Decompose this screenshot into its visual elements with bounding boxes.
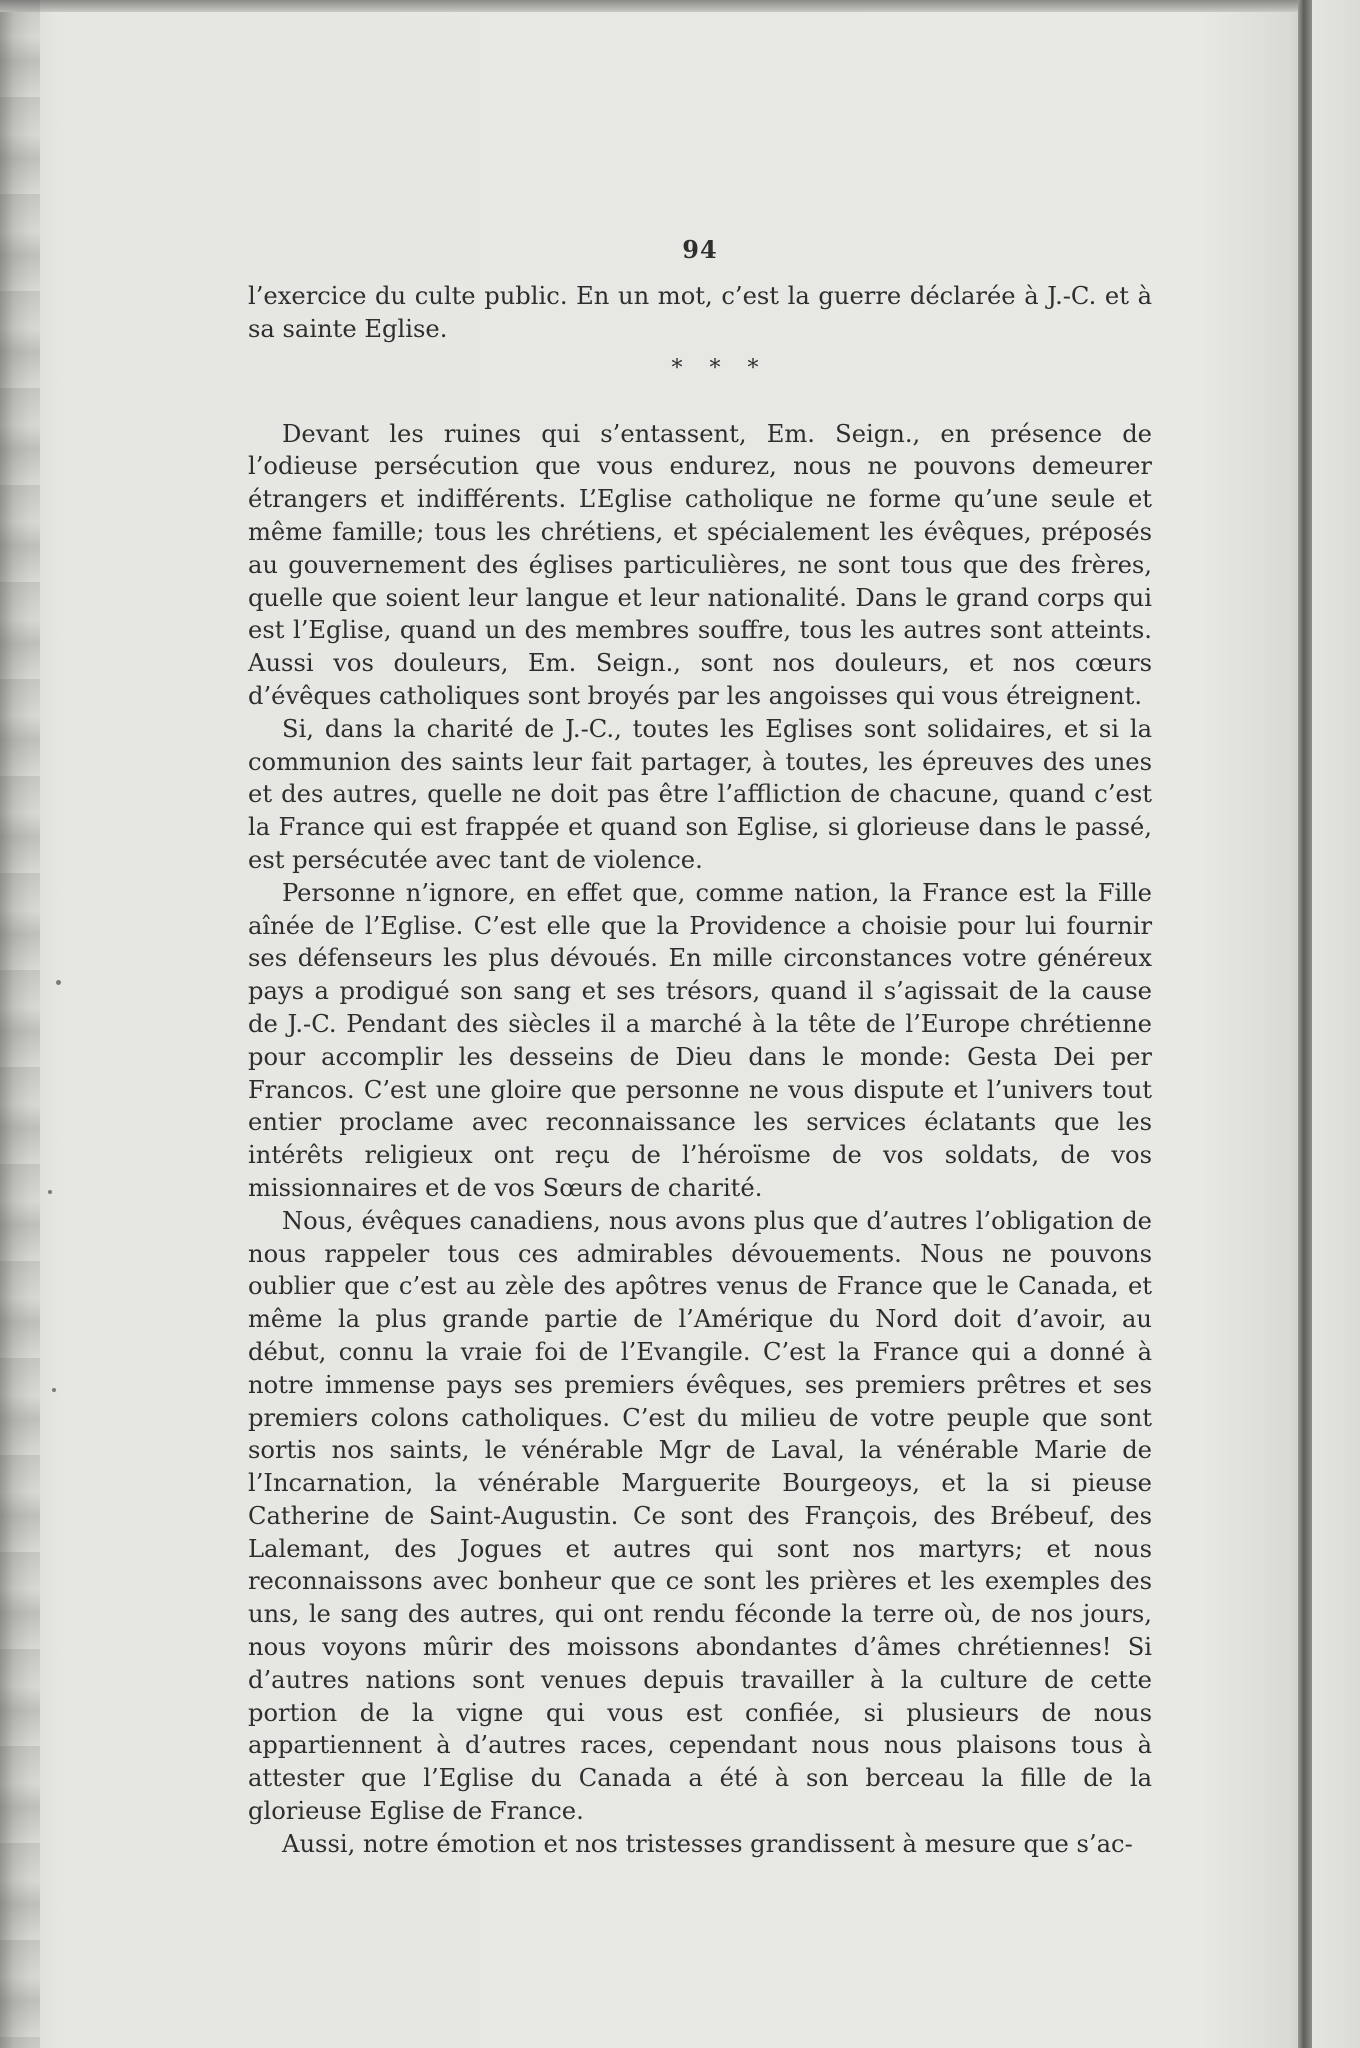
paragraph-continued-next-page: Aussi, notre émotion et nos tristesses grandissent à mesure que s’ac- xyxy=(282,1829,1133,1858)
scan-top-edge xyxy=(0,0,1360,12)
paragraph: Si, dans la charité de J.-C., toutes les Eglises sont solidaires, et si la communion des saints leur fait partager, à toutes, les épreuves des unes et des autres, quelle ne doit pas être l’affliction de chacune, quand c’est la France qui est frappée et quand son Eglise, si glorieuse dans le passé, est persécutée avec tant de violence. xyxy=(248,714,1152,874)
document-page xyxy=(248,230,1152,1861)
page-number: 94 xyxy=(682,235,718,264)
section-separator: * * * xyxy=(671,355,769,381)
scan-speck xyxy=(56,980,61,985)
paragraph: Devant les ruines qui s’entassent, Em. Seign., en présence de l’odieuse persécution que vous endurez, nous ne pouvons demeurer étrangers et indifférents. L’Eglise catholique ne forme qu’une seule et même famille; tous les chrétiens, et spécialement les évêques, préposés au gouvernement des églises particulières, ne sont tous que des frères, quelle que soient leur langue et leur nationalité. Dans le grand corps qui est l’Eglise, quand un des membres souffre, tous les autres sont atteints. Aussi vos douleurs, Em. Seign., sont nos douleurs, et nos cœurs d’évêques catholiques sont broyés par les angoisses qui vous étreignent. xyxy=(248,419,1152,710)
scan-speck xyxy=(48,1190,52,1194)
page-gutter-shadow xyxy=(1298,0,1312,2048)
scan-speck xyxy=(52,1388,56,1392)
paragraph: Personne n’ignore, en effet que, comme nation, la France est la Fille aînée de l’Eglise. C’est elle que la Providence a choisie pour lui fournir ses défenseurs les plus dévoués. En mille circonstances votre généreux pays a prodigué son sang et ses trésors, quand il s’agissait de la cause de J.-C. Pendant des siècles il a marché à la tête de l’Europe chrétienne pour accomplir les desseins de Dieu dans le monde: Gesta Dei per Francos. C’est une gloire que personne ne vous dispute et l’univers tout entier proclame avec reconnaissance les services éclatants que les intérêts religieux ont reçu de l’héroïsme de vos soldats, de vos missionnaires et de vos Sœurs de charité. xyxy=(248,878,1152,1202)
paragraph-continuation: l’exercice du culte public. En un mot, c’est la guerre déclarée à J.-C. et à sa sainte Eglise. xyxy=(248,282,1152,343)
paragraph: Nous, évêques canadiens, nous avons plus que d’autres l’obligation de nous rappeler tous ces admirables dévouements. Nous ne pouvons oublier que c’est au zèle des apôtres venus de France que le Canada, et même la plus grande partie de l’Amérique du Nord doit d’avoir, au début, connu la vraie foi de l’Evangile. C’est la France qui a donné à notre immense pays ses premiers évêques, ses premiers prêtres et ses premiers colons catholiques. C’est du milieu de votre peuple que sont sortis nos saints, le vénérable Mgr de Laval, la vénérable Marie de l’Incarnation, la vénérable Marguerite Bourgeoys, et la si pieuse Catherine de Saint-Augustin. Ce sont des François, des Brébeuf, des Lalemant, des Jogues et autres qui sont nos martyrs; et nous reconnaissons avec bonheur que ce sont les prières et les exemples des uns, le sang des autres, qui ont rendu féconde la terre où, de nos jours, nous voyons mûrir des moissons abondantes d’âmes chrétiennes! Si d’autres nations sont venues depuis travailler à la culture de cette portion de la vigne qui vous est confiée, si plusieurs de nous appartiennent à d’autres races, cependant nous nous plaisons tous à attester que l’Eglise du Canada a été à son berceau la fille de la glorieuse Eglise de France. xyxy=(248,1206,1152,1826)
next-page-edge xyxy=(1312,0,1360,2048)
scan-left-edge xyxy=(0,0,40,2048)
